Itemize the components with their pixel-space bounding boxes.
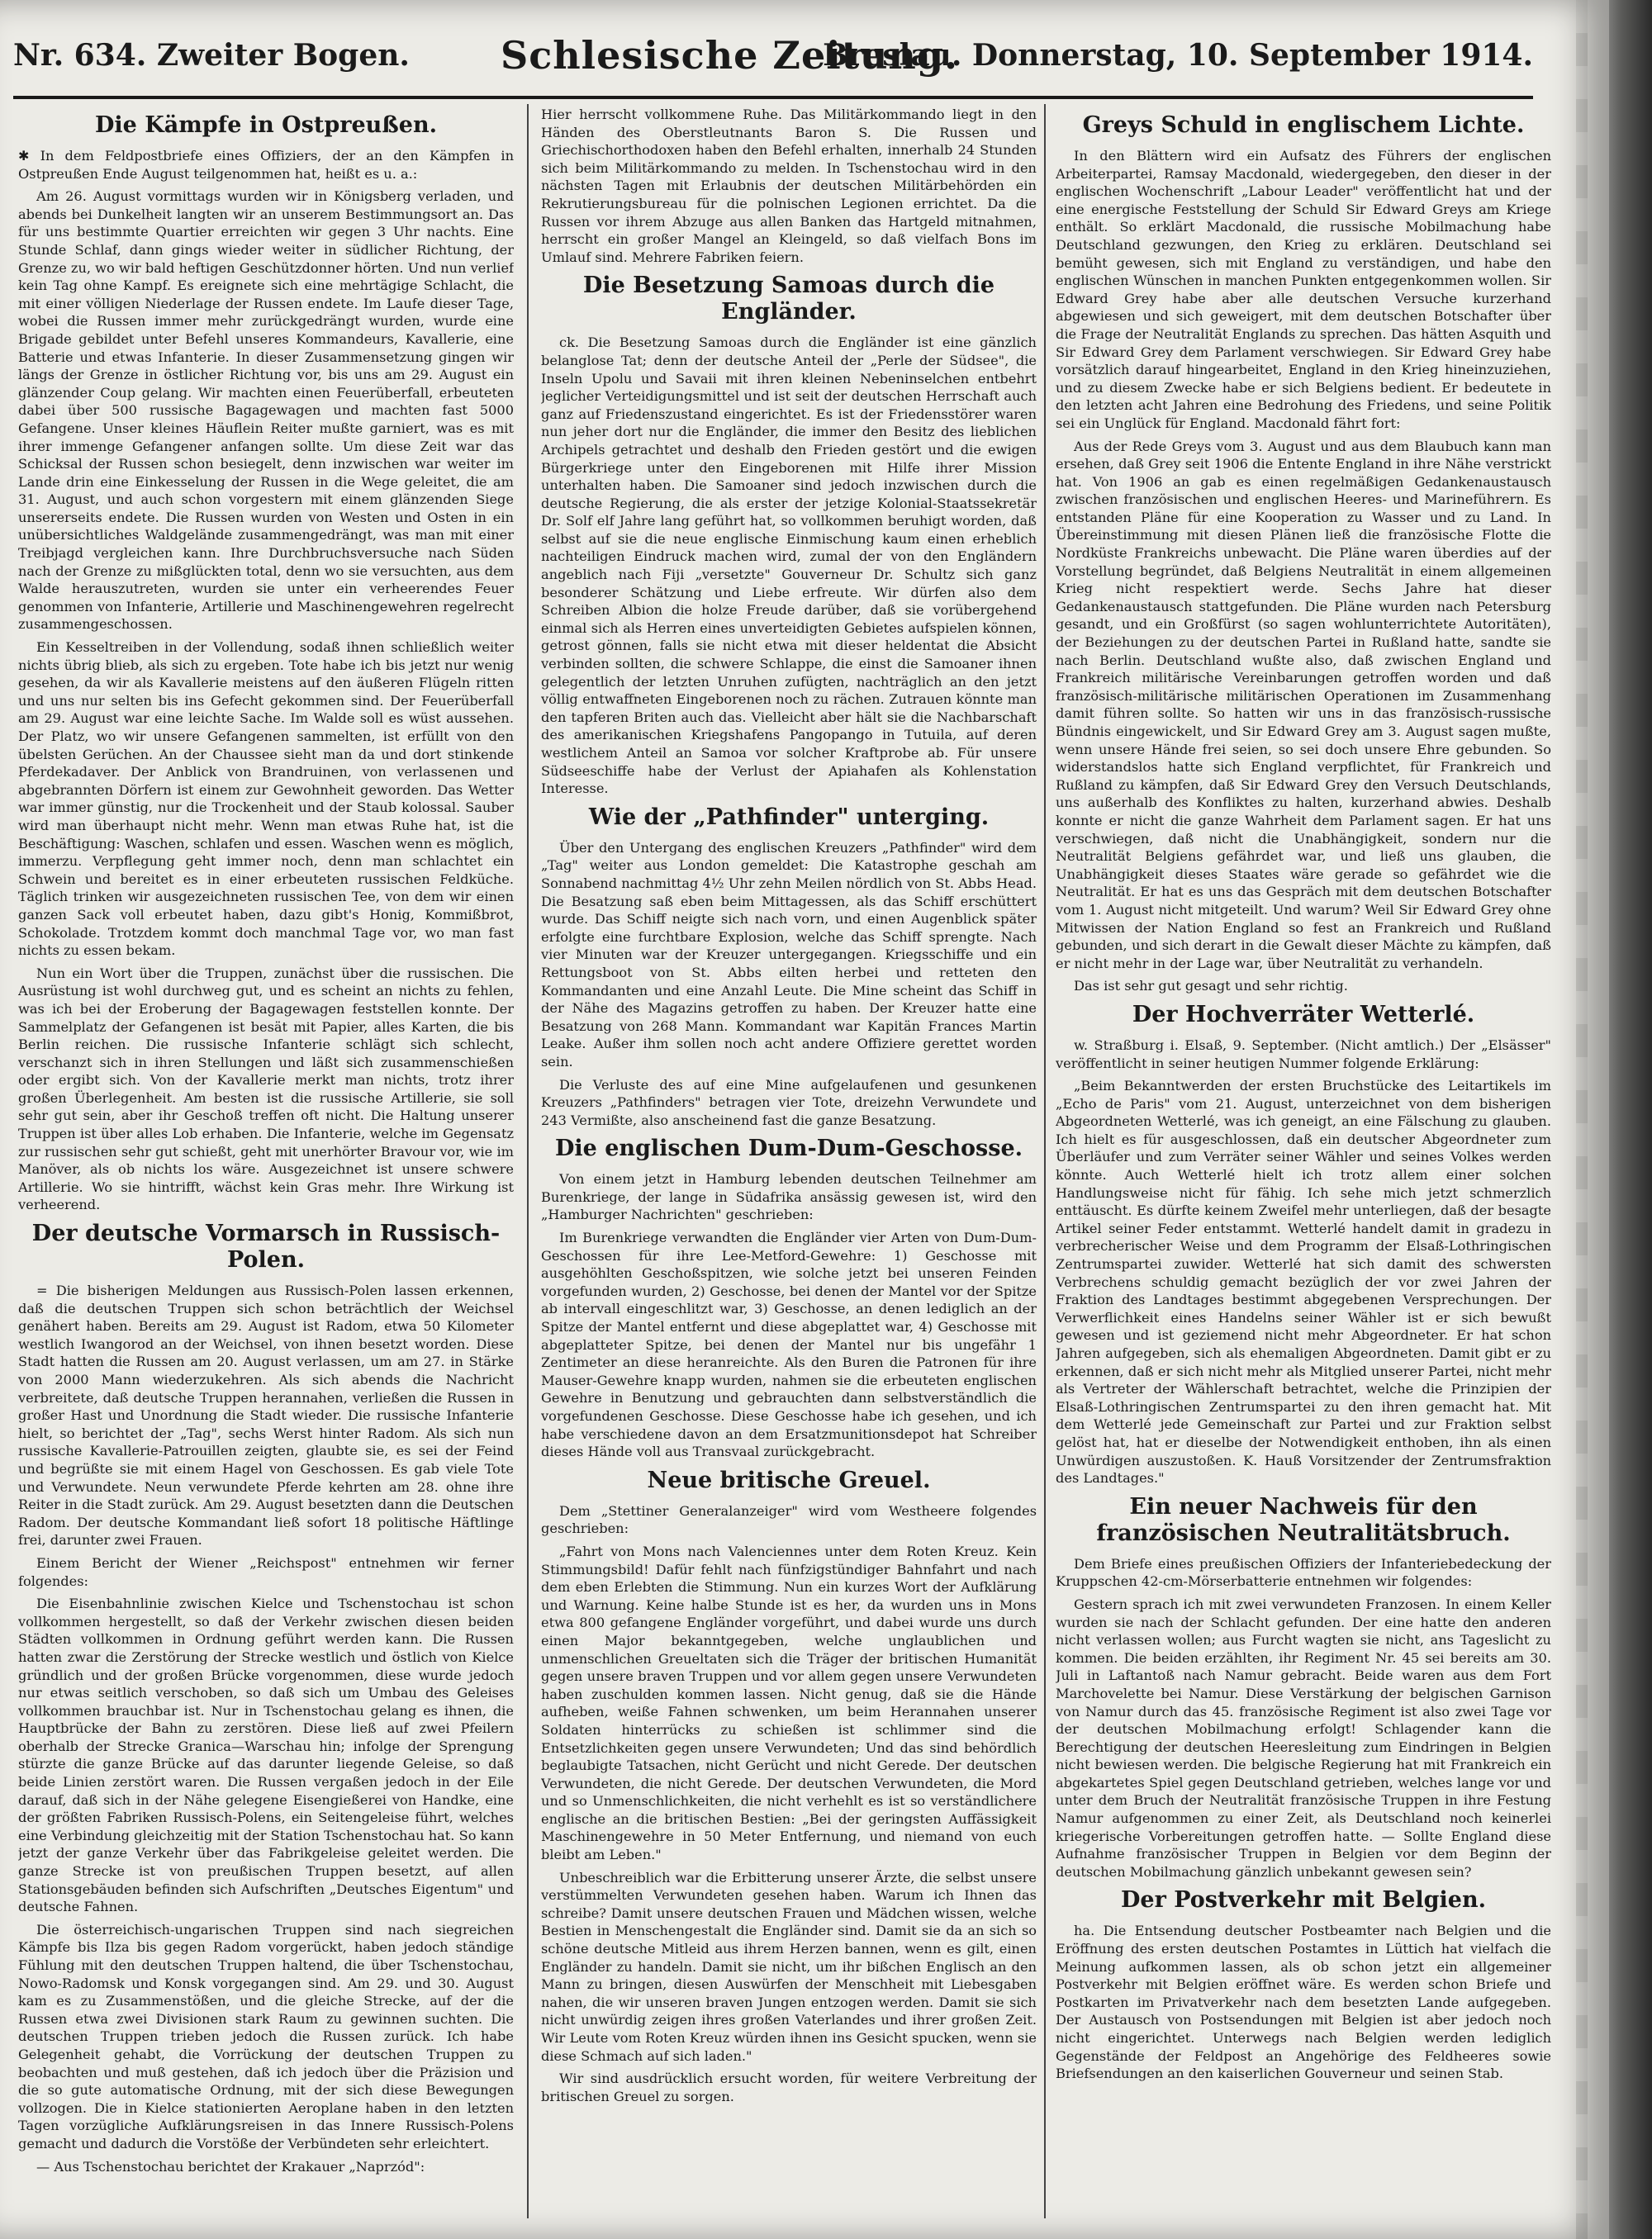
column-2	[541, 106, 1037, 2220]
paragraph: Von einem jetzt in Hamburg lebenden deutschen Teilnehmer am Burenkriege, der lange in Südafrika ansässig gewesen ist, wird den „Hamburger Nachrichten" geschrieben:	[541, 1171, 1037, 1223]
paragraph: Ein Kesseltreiben in der Vollendung, sodaß ihnen schließlich weiter nichts übrig blieb, als sich zu ergeben. Tote habe ich bis jetzt nur wenig gesehen, da wir als Kavallerie meistens auf den äußeren Flügeln ritten und uns nur selten bis ins Gefecht gekommen sind. Der Feuerüberfall am 29. August war eine leichte Sache. Im Walde soll es wüst aussehen. Der Platz, wo wir unsere Gefangenen sammelten, ist erfüllt von den übelsten Gerüchen. An der Chaussee sieht man da und dort stinkende Pferdekadaver. Der Anblick von Brandruinen, von verlassenen und abgebrannten Dörfern ist einem zur Gewohnheit geworden. Das Wetter war immer günstig, nur die Trockenheit und der Staub kolossal. Sauber wird man überhaupt nicht mehr. Wenn man etwas Ruhe hat, ist die Beschäftigung: Waschen, schlafen und essen. Waschen wenn es möglich, immerzu. Verpflegung geht immer noch, denn man schlachtet ein Schwein und bereitet es in einer erbeuteten russischen Feldküche. Täglich trinken wir ausgezeichneten russischen Tee, von dem wir einen ganzen Sack voll erbeutet haben, dazu gibt's Honig, Kommißbrot, Schokolade. Trotzdem kommt doch manchmal Tage vor, wo man fast nichts zu essen bekam.	[18, 639, 514, 959]
article-greys	[1056, 112, 1551, 995]
paragraph: Wir sind ausdrücklich ersucht worden, für weitere Verbreitung der britischen Greuel zu sorgen.	[541, 2071, 1037, 2104]
headline: Die englischen Dum-Dum-Geschosse.	[554, 1136, 1023, 1162]
paragraph: Das ist sehr gut gesagt und sehr richtig.	[1074, 978, 1348, 994]
article-kaempfe	[18, 112, 514, 1214]
dateline: Breslau. Donnerstag, 10. September 1914.	[823, 38, 1533, 73]
article-ruhe	[541, 106, 1037, 266]
article-pathfinder	[541, 804, 1037, 1130]
paragraph: Dem Briefe eines preußischen Offiziers der Infanteriebedeckung der Kruppschen 42-cm-Mörserbatterie entnehmen wir folgendes:	[1056, 1555, 1551, 1590]
paragraph: „Beim Bekanntwerden der ersten Bruchstücke des Leitartikels im „Echo de Paris" vom 21. August, unterzeichnet von dem bisherigen Abgeordneten Wetterlé, was ich geneigt, an eine Fälschung zu glauben. Ich hielt es für ausgeschlossen, daß ein deutscher Abgeordneter zum Überläufer und zum Verräter seiner Wähler und seines Volkes werden könnte. Auch Wetterlé hielt ich trotz allem einer solchen Handlungsweise nicht für fähig. Ich sehe mich jetzt schmerzlich enttäuscht. Es dürfte keinem Zweifel mehr unterliegen, daß der besagte Artikel seiner Feder entstammt. Wetterlé handelt damit in gradezu in verbrecherischer Weise und dem Programm der Elsaß-Lothringischen Zentrumspartei zuwider. Wetterlé hat sich damit des schwersten Verbrechens schuldig gemacht bezüglich der vor zwei Jahren der Fraktion des Landtages bestimmt abgegebenen Versprechungen. Der Verwerflichkeit eines Handelns seiner Wähler ist er sich bewußt gewesen und ist geziemend nicht mehr Abgeordneter. Er hat schon Jahren aufgegeben, sich als ehemaligen Abgeordneten. Damit gibt er zu erkennen, daß er sich nicht mehr als Mitglied unserer Partei, nicht mehr als Vertreter der Wählerschaft betrachtet, welche die Prinzipien der Elsaß-Lothringischen Zentrumspartei zu den ihren gemacht hat. Mit dem Wetterlé jede Gemeinschaft zur Partei und zur Fraktion selbst gelöst hat, hat er dieselbe der Notwendigkeit enthoben, ihn als einen Unwürdigen auszustoßen. K. Hauß Vorsitzender der Zentrumsfraktion des Landtages."	[1056, 1078, 1551, 1487]
paragraph: = Die bisherigen Meldungen aus Russisch-Polen lassen erkennen, daß die deutschen Truppen sich schon beträchtlich der Weichsel genähert haben. Bereits am 29. August ist Radom, etwa 50 Kilometer westlich Iwangorod an der Weichsel, von ihnen besetzt worden. Diese Stadt hatten die Russen am 20. August verlassen, um am 27. in Stärke von 2000 Mann wiederzukehren. Als sich abends die Nachricht verbreitete, daß deutsche Truppen herannahen, verließen die Russen in großer Hast und Unordnung die Stadt wieder. Die russische Infanterie hielt, so berichtet der „Tag", sechs Werst hinter Radom. Als sich nun russische Kavallerie-Patrouillen zeigten, glaubte sie, es sei der Feind und begrüßte sie mit einem Hagel von Geschossen. Es gab viele Tote und Verwundete. Neun verwundete Pferde kehrten am 28. ohne ihre Reiter in die Stadt zurück. Am 29. August besetzten dann die Deutschen Radom. Der deutsche Kommandant ließ sofort 18 politische Häftlinge frei, darunter zwei Frauen.	[18, 1283, 514, 1549]
article-samoa	[541, 273, 1037, 797]
paragraph: Die Eisenbahnlinie zwischen Kielce und Tschenstochau ist schon vollkommen hergestellt, so daß der Verkehr zwischen diesen beiden Städten vollkommen in Ordnung geführt werden kann. Die Russen hatten zwar die Zerstörung der Strecke westlich und östlich von Kielce gründlich und der großen Brücke vorgenommen, diese wurde jedoch nur etwas seitlich verschoben, so daß sich um Umbau des Geleises vollkommen brauchbar ist. Nur in Tschenstochau gelang es ihnen, die Hauptbrücke der Bahn zu zerstören. Diese ließ auf zwei Pfeilern oberhalb der Strecke Granica—Warschau hin; infolge der Sprengung stürzte die ganze Brücke auf das darunter liegende Geleise, so daß beide Linien zerstört waren. Die Russen vergaßen jedoch in der Eile darauf, daß sich in der Nähe gelegene Eisengießerei von Handke, eine der größten Fabriken Russisch-Polens, ein Seitengeleise führt, welches eine Verbindung gleichzeitig mit der Station Tschenstochau hat. So kann jetzt der ganze Verkehr über das Fabrikgeleise geleitet werden. Die ganze Strecke ist von preußischen Truppen besetzt, auf allen Stationsgebäuden befinden sich Aufschriften „Deutsches Eigentum" und deutsche Fahnen.	[18, 1596, 514, 1915]
paragraph: ✱ In dem Feldpostbriefe eines Offiziers, der an den Kämpfen in Ostpreußen Ende August teilgenommen hat, heißt es u. a.:	[18, 148, 514, 182]
headline: Greys Schuld in englischem Lichte.	[1082, 112, 1525, 138]
column-rule	[527, 104, 529, 2218]
headline: Wie der „Pathfinder" unterging.	[588, 804, 990, 830]
headline: Die Besetzung Samoas durch die Engländer.	[582, 273, 995, 325]
issue-number: Nr. 634. Zweiter Bogen.	[13, 38, 410, 73]
column-3	[1056, 106, 1551, 2220]
headline: Die Kämpfe in Ostpreußen.	[95, 112, 437, 138]
paragraph: Im Burenkriege verwandten die Engländer vier Arten von Dum-Dum-Geschossen für ihre Lee-Metford-Gewehre: 1) Geschosse mit ausgehöhlten Geschoßspitzen, wie solche jetzt bei unseren Feinden vorgefunden wurden, 2) Geschosse, bei denen der Mantel vor der Spitze ab intervall eingeschlitzt war, 3) Geschosse, an denen lediglich an der Spitze der Mantel entfernt und diese abgeplattet war, 4) Geschosse mit abgeplatteter Spitze, bei denen der Mantel nur bis ungefähr 1 Zentimeter an diese heranreichte. Als den Buren die Patronen für ihre Mauser-Gewehre knapp wurden, nahmen sie die erbeuteten englischen Gewehre in Benutzung und gebrauchten dann selbstverständlich die vorgefundenen Geschosse. Diese Geschosse habe ich gesehen, und ich habe verschiedene davon an dem Ersatzmunitionsdepot hat Schreiber dieses Hände voll aus Transvaal zurückgebracht.	[541, 1230, 1037, 1460]
paragraph: Nun ein Wort über die Truppen, zunächst über die russischen. Die Ausrüstung ist wohl durchweg gut, und es scheint an nichts zu fehlen, was ich bei der Eroberung der Bagagewagen feststellen konnte. Der Sammelplatz der Gefangenen ist besät mit Papier, alles Karten, die bis Berlin reichen. Die russische Infanterie schlägt sich schlecht, verschanzt sich in ihren Stellungen und läßt sich zusammenschießen oder ergibt sich. Von der Kavallerie merkt man nichts, trotz ihrer großen Überlegenheit. Am besten ist die russische Artillerie, sie soll sehr gut sein, aber ihr Geschoß treffen oft nicht. Die Haltung unserer Truppen ist über alles Lob erhaben. Die Infanterie, welche im Gegensatz zur russischen sehr gut schießt, geht mit unerhörter Bravour vor, wie im Manöver, als ob nichts los wäre. Ausgezeichnet ist unsere schwere Artillerie. Wo sie hintrifft, wächst kein Gras mehr. Ihre Wirkung ist verheerend.	[18, 965, 514, 1213]
paragraph: Die Verluste des auf eine Mine aufgelaufenen und gesunkenen Kreuzers „Pathfinders" betragen vier Tote, dreizehn Verwundete und 243 Vermißte, also anscheinend fast die ganze Besatzung.	[541, 1076, 1037, 1128]
article-wetterle	[1056, 1002, 1551, 1487]
paragraph: Am 26. August vormittags wurden wir in Königsberg verladen, und abends bei Dunkelheit langten wir an unserem Bestimmungsort an. Das für uns bestimmte Quartier erreichten wir gegen 3 Uhr nachts. Eine Stunde Schlaf, dann gings wieder weiter in südlicher Richtung, der Grenze zu, wo wir bald heftigen Geschützdonner hörten. Und nun verlief kein Tag ohne Kampf. Es ereignete sich eine mehrtägige Schlacht, die mit einer völligen Niederlage der Russen endete. Im Laufe dieser Tage, wobei die Russen immer mehr zurückgedrängt wurden, wurde eine Brigade gebildet unter Befehl unseres Kommandeurs, Kavallerie, eine Batterie und etwas Infanterie. In dieser Zusammensetzung gingen wir längs der Grenze in östlicher Richtung vor, bis uns am 29. August ein glänzender Coup gelang. Wir machten einen Feuerüberfall, erbeuteten dabei über 500 russische Bagagewagen und machten fast 5000 Gefangene. Unser kleines Häuflein Reiter mußte garniert, was es mit ihrer immenge Gefangener anfangen sollte. Um diese Zeit war das Schicksal der Russen schon besiegelt, denn inzwischen war weiter im Lande drin eine Einkesselung der Russen in die Wege geleitet, die am 31. August, und auch schon vorgestern mit einem glänzenden Siege unsererseits endete. Die Russen wurden von Westen und Osten in ein unübersichtliches Waldgelände zusammengedrängt, was man mit einer Treibjagd vergleichen kann. Ihre Durchbruchsversuche nach Süden nach der Grenze zu mißglückten total, denn wo sie versuchten, aus dem Walde herauszutreten, wurden sie unter ein verheerendes Feuer genommen von Infanterie, Artillerie und Maschinengewehren regelrecht zusammengeschossen.	[18, 188, 514, 633]
article-dumdum	[541, 1136, 1037, 1461]
headline: Ein neuer Nachweis für den französischen Neutralitätsbruch.	[1096, 1493, 1511, 1546]
headline: Der Hochverräter Wetterlé.	[1132, 1001, 1475, 1027]
masthead-rule	[13, 96, 1533, 99]
article-postverkehr	[1056, 1887, 1551, 2082]
paragraph: Einem Bericht der Wiener „Reichspost" entnehmen wir ferner folgendes:	[18, 1554, 514, 1589]
article-nachweis	[1056, 1494, 1551, 1881]
paragraph: Hier herrscht vollkommene Ruhe. Das Militärkommando liegt in den Händen des Oberstleutnants Baron S. Die Russen und Griechischorthodoxen haben den Befehl erhalten, innerhalb 24 Stunden sich beim Militärkommando zu melden. In Tschenstochau wird in den nächsten Tagen mit Erlaubnis der deutschen Militärbehörden ein Rekrutierungsbureau für die polnischen Legionen errichtet. Da die Russen vor ihrem Abzuge aus allen Banken das Hartgeld mitnahmen, herrscht ein großer Mangel an Kleingeld, so daß vielfach Bons im Umlauf sind. Mehrere Fabriken feiern.	[541, 107, 1037, 265]
paragraph: Dem „Stettiner Generalanzeiger" wird vom Westheere folgendes geschrieben:	[541, 1502, 1037, 1537]
newspaper-title: Schlesische Zeitung.	[501, 33, 959, 78]
paragraph: ha. Die Entsendung deutscher Postbeamter nach Belgien und die Eröffnung des ersten deutschen Postamtes in Lüttich hat vielfach die Meinung aufkommen lassen, als ob schon jetzt ein allgemeiner Postverkehr mit Belgien eröffnet wäre. Es werden schon Briefe und Postkarten im Privatverkehr nach dem besetzten Lande aufgegeben. Der Austausch von Postsendungen mit Belgien ist aber jedoch noch nicht eingerichtet. Unterwegs nach Belgien werden lediglich Gegenstände der Feldpost an Angehörige des Feldheeres sowie Briefsendungen an den kaiserlichen Gouverneur und seinen Stab.	[1056, 1923, 1551, 2082]
paragraph: ck. Die Besetzung Samoas durch die Engländer ist eine gänzlich belanglose Tat; denn der deutsche Anteil der „Perle der Südsee", die Inseln Upolu und Savaii mit ihren kleinen Nebeninselchen entbehrt jeglicher Verteidigungsmittel und ist seit der deutschen Herrschaft auch ganz auf Friedenszustand eingerichtet. Es ist der Friedensstörer waren nun jeher dort nur die Engländer, die immer den Besitz des lieblichen Archipels getrachtet und deshalb den Frieden gestört und die ewigen Bürgerkriege unter den Eingeborenen mit Hilfe ihrer Mission unterhalten haben. Die Samoaner sind jedoch inzwischen durch die deutsche Regierung, die als erster der jetzige Kolonial-Staatssekretär Dr. Solf elf Jahre lang geführt hat, so vollkommen beruhigt worden, daß selbst auf sie die neue englische Einmischung kaum einen erheblich nachteiligen Eindruck machen wird, zumal der von den Engländern angeblich nach Fiji „versetzte" Gouverneur Dr. Schultz sich ganz besonderer Schätzung und Liebe erfreute. Wir dürfen also dem Schreiben Albion die holze Freude darüber, daß sie vorübergehend einmal sich als Herren eines unverteidigten Gebietes aufspielen können, getrost gönnen, falls sie nicht etwa mit dieser heldentat die Absicht verbinden sollten, die schwere Schlappe, die einst die Samoaner ihnen gelegentlich der letzten Unruhen zufügten, nachträglich an den jetzt völlig entwaffneten Eingeborenen noch zu rächen. Zutrauen könnte man den tapferen Briten auch das. Vielleicht aber hält sie die Nachbarschaft des amerikanischen Kriegshafens Pangopango in Tutuila, auf deren westlichem Anteil an Samoa vor solcher Kraftprobe ab. Für unsere Südseeschiffe habe der Verlust der Apiahafen als Kohlenstation Interesse.	[541, 334, 1037, 797]
paragraph: — Aus Tschenstochau berichtet der Krakauer „Naprzód":	[36, 2158, 425, 2175]
headline: Der deutsche Vormarsch in Russisch-Polen.	[31, 1221, 501, 1274]
article-greuel	[541, 1468, 1037, 2106]
paragraph: „Fahrt von Mons nach Valenciennes unter dem Roten Kreuz. Kein Stimmungsbild! Dafür fehlt nach fünfzigstündiger Bahnfahrt und nach dem eben Erlebten die Stimmung. Nun ein kurzes Wort der Aufklärung und Warnung. Keine halbe Stunde ist es her, da wurden uns in Mons etwa 800 gefangene Engländer vorgeführt, und dabei wurde uns durch einen Major bekanntgegeben, welche unglaublichen und unmenschlichen Greueltaten sich die Träger der britischen Humanität gegen unsere braven Truppen und vor allem gegen unsere Verwundeten haben zuschulden kommen lassen. Nicht genug, daß sie die Hände aufheben, weiße Fahnen schwenken, um beim Herannahen unserer Soldaten hinterrücks zu schießen ist schlimmer sind die Entsetzlichkeiten gegen unsere Verwundeten; Und das sind behördlich beglaubigte Tatsachen, nicht Gerücht und nicht Gerede. Der deutschen Verwundeten, die nicht Gerede. Der deutschen Verwundeten, die Mord und so Unmenschlichkeiten, die nicht verhehlt es ist so verständlichere englische an die britischen Bestien: „Bei der geringsten Auffässigkeit Maschinengewehre in 50 Meter Entfernung, und niemand von euch bleibt am Leben."	[541, 1543, 1037, 1863]
book-edge	[1609, 0, 1652, 2239]
article-vormarsch	[18, 1221, 514, 2175]
column-1	[18, 106, 514, 2220]
paragraph: In den Blättern wird ein Aufsatz des Führers der englischen Arbeiterpartei, Ramsay Macdonald, wiedergegeben, den dieser in der englischen Wochenschrift „Labour Leader" veröffentlicht hat und der eine energische Feststellung der Schuld Sir Edward Greys am Kriege enthält. So erklärt Macdonald, die russische Mobilmachung habe Deutschland gezwungen, den Krieg zu erklären. Deutschland sei bemüht gewesen, sich mit England zu verständigen, und habe den englischen Wünschen in manchen Punkten entgegenkommen wollen. Sir Edward Grey habe aber alle deutschen Versuche kurzerhand abgewiesen und sich geweigert, mit dem deutschen Botschafter über die Frage der Neutralität Englands zu sprechen. Das hätten Asquith und Sir Edward Grey dem Parlament verschwiegen. Sir Edward Grey habe vorsätzlich darauf hingearbeitet, England in den Krieg hineinzuziehen, und zu diesem Zwecke habe er sich Belgiens bedient. Er bedeutete in den letzten acht Jahren eine Bedrohung des Friedens, und seine Politik sei ein Unglück für England. Macdonald fährt fort:	[1056, 148, 1551, 431]
paragraph: Aus der Rede Greys vom 3. August und aus dem Blaubuch kann man ersehen, daß Grey seit 1906 die Entente England in ihre Nähe verstrickt hat. Von 1906 an gab es einen regelmäßigen Gedankenaustausch zwischen französischen und englischen Heeres- und Marineführern. Es entstanden Pläne für eine Kooperation zu Wasser und zu Land. In Übereinstimmung mit diesen Plänen ließ die französische Flotte die Nordküste Frankreichs unbewacht. Die Pläne waren überdies auf der Vorstellung begründet, daß Belgiens Neutralität in einem allgemeinen Krieg nicht respektiert werde. Sechs Jahre hat dieser Gedankenaustausch stattgefunden. Die Pläne wurden nach Petersburg gesandt, und ein Großfürst (so sagen wohlunterrichtete Autoritäten), der Beziehungen zu der deutschen Partei in Rußland hatte, sandte sie nach Berlin. Deutschland wußte also, daß zwischen England und Frankreich militärische Vereinbarungen getroffen worden und daß französisch-militärische militärischen Operationen im Zusammenhang damit führen sollte. So hatten wir uns in das französisch-russische Bündnis eingewickelt, und Sir Edward Grey am 3. August sagen mußte, wenn unsere Hände frei seien, so sei doch unsere Ehre gebunden. So widerstandslos hatte sich England verpflichtet, für Frankreich und Rußland zu kämpfen, daß Sir Edward Grey den Versuch Deutschlands, uns außerhalb des Konfliktes zu halten, kurzerhand abwies. Deshalb konnte er nicht die ganze Wahrheit dem Parlament sagen. Er hat uns verschwiegen, daß nicht die Unabhängigkeit, sondern nur die Neutralität Belgiens gefährdet war, und ließ uns glauben, die Unabhängigkeit dieses Staates wäre gerade so gefährdet wie die Neutralität. Er hat es uns das Gespräch mit dem deutschen Botschafter vom 1. August nicht mitgeteilt. Und warum? Weil Sir Edward Grey ohne Mitwissen der Nation England so fest an Frankreich und Rußland gebunden, und sich derart in die Gewalt dieser Mächte zu kämpfen, daß er nicht mehr in der Lage war, über Neutralität zu verhandeln.	[1056, 438, 1551, 971]
paragraph: w. Straßburg i. Elsaß, 9. September. (Nicht amtlich.) Der „Elsässer" veröffentlicht in seiner heutigen Nummer folgende Erklärung:	[1056, 1036, 1551, 1071]
binding-shadow	[1576, 0, 1588, 2239]
paragraph: Über den Untergang des englischen Kreuzers „Pathfinder" wird dem „Tag" weiter aus London gemeldet: Die Katastrophe geschah am Sonnabend nachmittag 4½ Uhr zehn Meilen nördlich von St. Abbs Head. Die Besatzung saß eben beim Mittagessen, als das Schiff erschüttert wurde. Das Schiff neigte sich nach vorn, und einen Augenblick später erfolgte eine furchtbare Explosion, welche das Schiff sprengte. Nach vier Minuten war der Kreuzer untergegangen. Kriegsschiffe und ein Rettungsboot von St. Abbs eilten herbei und retteten den Kommandanten und eine Anzahl Leute. Die Mine scheint das Schiff in der Nähe des Magazins getroffen zu haben. Der Kreuzer hatte eine Besatzung von 268 Mann. Kommandant war Kapitän Frances Martin Leake. Außer ihm sollen noch acht andere Offiziere gerettet worden sein.	[541, 839, 1037, 1070]
column-rule	[1044, 104, 1046, 2218]
headline: Der Postverkehr mit Belgien.	[1120, 1887, 1486, 1914]
paragraph: Gestern sprach ich mit zwei verwundeten Franzosen. In einem Keller wurden sie nach der Schlacht gefunden. Der eine hatte den anderen nicht verlassen wollen; aus Furcht wagten sie nicht, ans Tageslicht zu kommen. Die beiden erzählten, ihr Regiment Nr. 45 sei bereits am 30. Juli in Laftantoß nach Namur gebracht. Beide waren aus dem Fort Marchovelette bei Namur. Diese Verstärkung der belgischen Garnison von Namur durch das 45. französische Regiment ist also zwei Tage vor der deutschen Mobilmachung erfolgt! Schlagender kann die Berechtigung der deutschen Heeresleitung zum Eindringen in Belgien nicht bewiesen werden. Die belgische Regierung hat mit Frankreich ein abgekartetes Spiel gegen Deutschland getrieben, welches lange vor und unter dem Bruch der Neutralität französische Truppen in ihre Festung Namur aufgenommen zu einer Zeit, als Deutschland noch keinerlei kriegerische Vorbereitungen getroffen hatte. — Sollte England diese Aufnahme französischer Truppen in Belgien vor dem Beginn der deutschen Mobilmachung gänzlich unbekannt gewesen sein?	[1056, 1596, 1551, 1880]
headline: Neue britische Greuel.	[647, 1467, 931, 1493]
masthead	[13, 31, 1533, 89]
paragraph: Die österreichisch-ungarischen Truppen sind nach siegreichen Kämpfe bis Ilza bis gegen Radom vorgerückt, haben jedoch ständige Fühlung mit den deutschen Truppen haltend, die über Tschenstochau, Nowo-Radomsk und Konsk vorgegangen sind. Am 29. und 30. August kam es zu Zusammenstößen, und die gleiche Strecke, auf der die Russen etwa zwei Divisionen stark Raum zu gewinnen suchten. Die deutschen Truppen trieben jedoch die Russen zurück. Ich habe Gelegenheit gehabt, die Vorrückung der deutschen Truppen zu beobachten und muß gestehen, daß ich jedoch über die Präzision und die so gute automatische Ordnung, mit der sich diese Bewegungen vollzogen. Die in Kielce stationierten Aeroplane haben in den letzten Tagen vorzügliche Aufklärungsreisen in das Innere Russisch-Polens gemacht und dadurch die Vorstöße der Verbündeten sehr erleichtert.	[18, 1921, 514, 2151]
paragraph: Unbeschreiblich war die Erbitterung unserer Ärzte, die selbst unsere verstümmelten Verwundeten gesehen haben. Warum ich Ihnen das schreibe? Damit unsere deutschen Frauen und Mädchen wissen, welche Bestien in Menschengestalt die Engländer sind. Damit sie da an sich so schöne deutsche Mitleid aus ihrem Herzen bannen, wenn es gilt, einen Engländer zu handeln. Damit sie nicht, um ihr bißchen Englisch an den Mann zu bringen, diesen Auswürfen der Menschheit mit Liebesgaben nahen, die wir unseren braven Jungen entzogen werden. Damit sie sich nicht unwürdig zeigen ihres großen Vaterlandes und ihrer großen Zeit. Wir Leute vom Roten Kreuz würden ihnen ins Gesicht spucken, wenn sie diese Schmach auf sich laden."	[541, 1869, 1037, 2064]
